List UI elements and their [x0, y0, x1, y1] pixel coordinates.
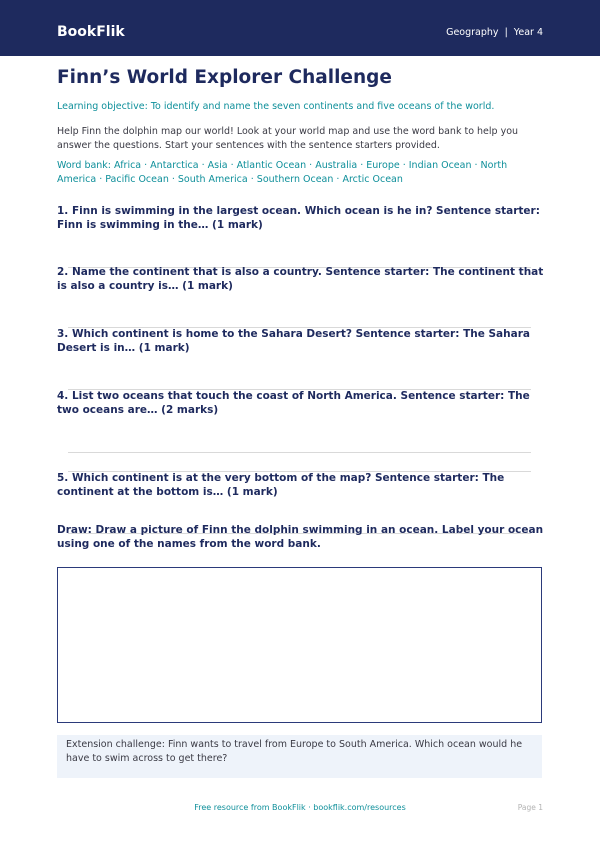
- instructions-text: Help Finn the dolphin map our world! Look at your world map and use the word bank to help you answer the questions. Start your sentences with the sentence starters provided.: [57, 126, 519, 151]
- question-3: 3. Which continent is home to the Sahara Desert? Sentence starter: The Sahara Desert is in… (1 mark): [57, 328, 530, 354]
- question-1: 1. Finn is swimming in the largest ocean. Which ocean is he in? Sentence starter: Finn is swimming in the… (1 mark): [57, 205, 540, 231]
- draw-task-prompt: Draw: Draw a picture of Finn the dolphin swimming in an ocean. Label your ocean using one of the names from the word bank.: [57, 524, 544, 550]
- word-bank: Word bank: Africa · Antarctica · Asia · Atlantic Ocean · Australia · Europe · Indian Ocean · North America · Pacific Ocean · South America · Southern Ocean · Arctic Ocean: [57, 160, 508, 185]
- brand-logo-text[interactable]: BookFlik: [57, 24, 125, 40]
- learning-objective: Learning objective: To identify and name the seven continents and five oceans of the world.: [57, 101, 495, 112]
- extension-challenge-text: Extension challenge: Finn wants to travel from Europe to South America. Which ocean would he have to swim across to get there?: [66, 739, 523, 764]
- page-number: Page 1: [517, 803, 543, 812]
- answer-line-4a[interactable]: [68, 452, 531, 453]
- extension-challenge-box: [57, 735, 542, 778]
- subject-year-label: Geography | Year 4: [446, 27, 543, 38]
- drawing-area[interactable]: [57, 567, 542, 723]
- question-2: 2. Name the continent that is also a country. Sentence starter: The continent that is also a country is… (1 mark): [57, 266, 544, 292]
- page-title: Finn’s World Explorer Challenge: [57, 67, 392, 88]
- footer-resource-link[interactable]: Free resource from BookFlik · bookflik.com/resources: [194, 803, 406, 812]
- question-5: 5. Which continent is at the very bottom of the map? Sentence starter: The continent at the bottom is… (1 mark): [57, 472, 505, 498]
- question-4: 4. List two oceans that touch the coast of North America. Sentence starter: The two oceans are… (2 marks): [57, 390, 530, 416]
- header-bar: [0, 0, 600, 56]
